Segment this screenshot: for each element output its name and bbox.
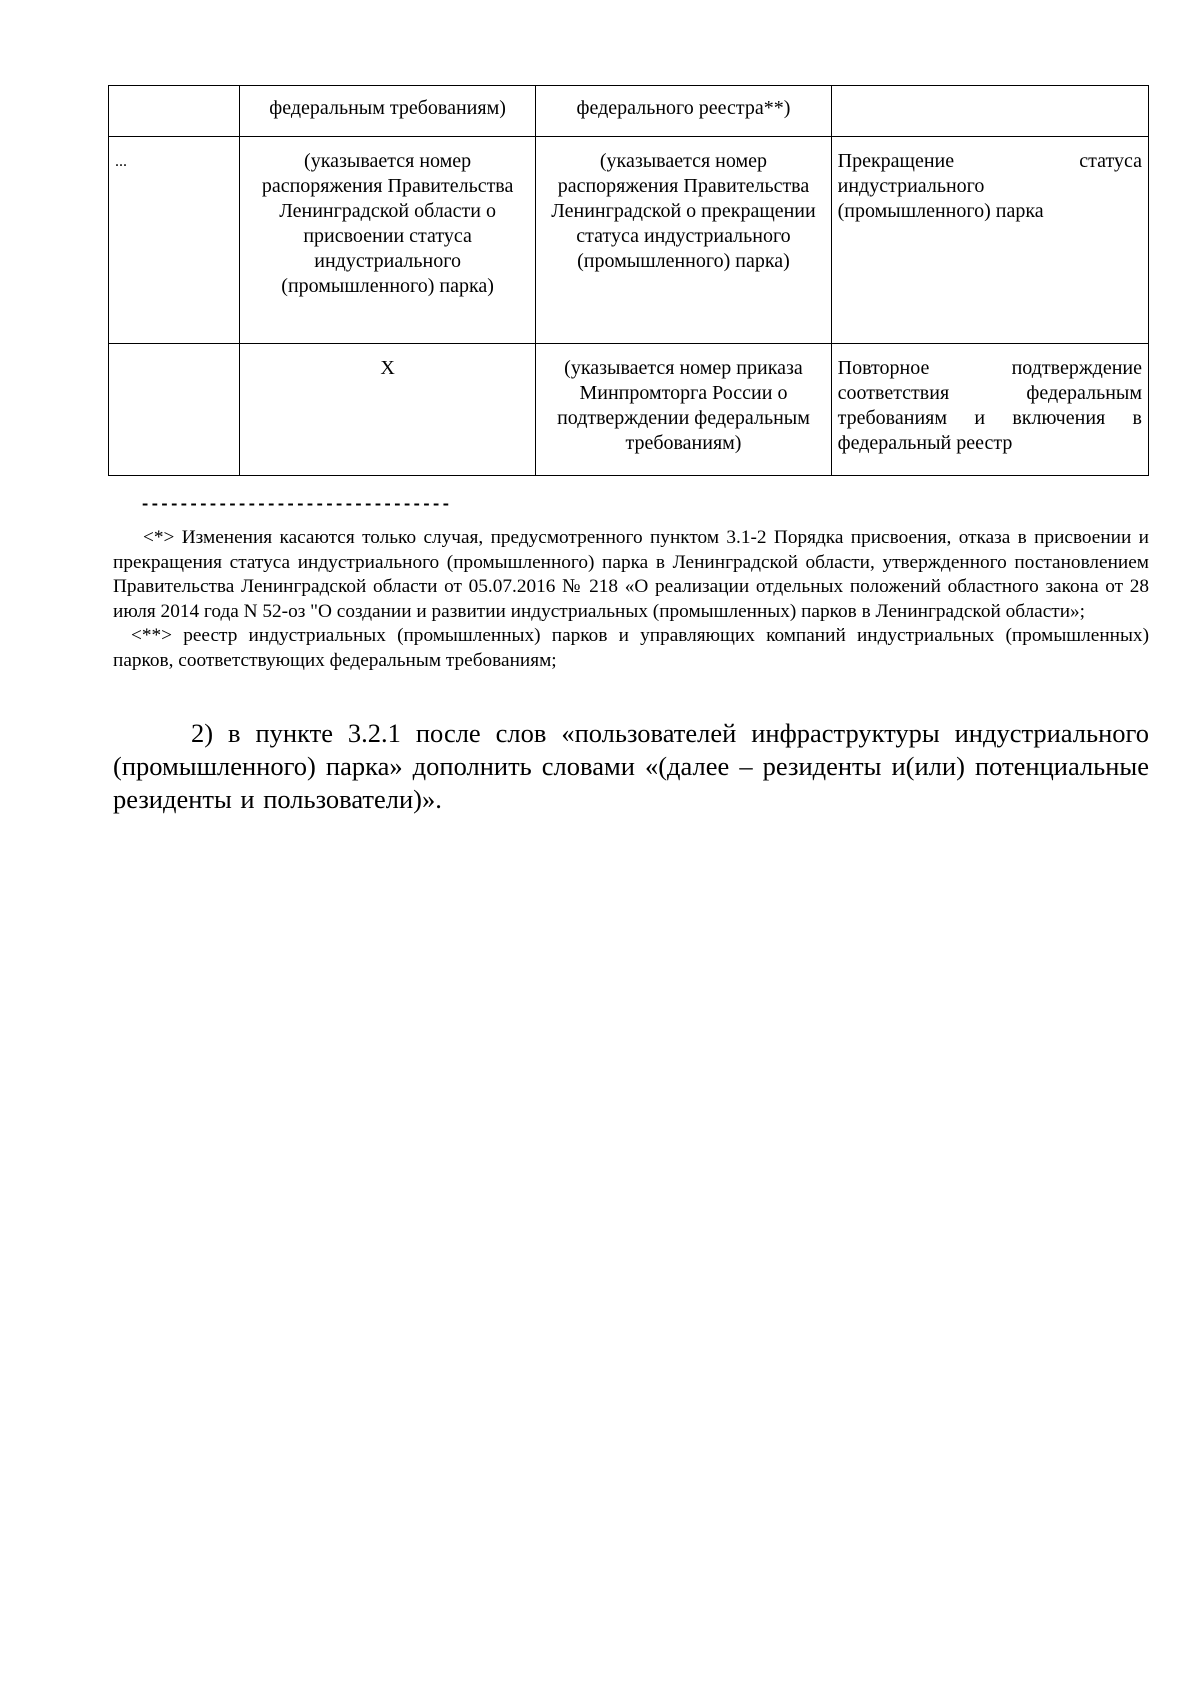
status-table	[108, 85, 1149, 476]
table-cell	[109, 344, 240, 476]
table-cell: Повторное подтверждение соответствия федеральным требованиям и включения в федеральный реестр	[831, 344, 1148, 476]
footnote-1: <*> Изменения касаются только случая, предусмотренного пунктом 3.1-2 Порядка присвоения, отказа в присвоении и прекращения статуса индустриального (промышленного) парка в Ленинградской области, утвержденного постановлением Правительства Ленинградской области от 05.07.2016 № 218 «О реализации отдельных положений областного закона от 28 июля 2014 года N 52-оз "О создании и развитии индустриальных (промышленных) парков в Ленинградской области»;	[113, 527, 1149, 622]
table-cell	[109, 86, 240, 137]
table-cell: федерального реестра**)	[536, 86, 831, 137]
table-cell: ...	[109, 137, 240, 344]
footnotes	[113, 526, 1149, 673]
amendment-paragraph: 2) в пункте 3.2.1 после слов «пользователей инфраструктуры индустриального (промышленного) парка» дополнить словами «(далее – резиденты и(или) потенциальные резиденты и пользователи)».	[113, 718, 1149, 814]
table-cell	[831, 86, 1148, 137]
table-cell: Х	[239, 344, 535, 476]
table-cell: (указывается номер распоряжения Правительства Ленинградской о прекращении статуса индустриального (промышленного) парка)	[536, 137, 831, 344]
table-cell: (указывается номер распоряжения Правительства Ленинградской области о присвоении статуса индустриального (промышленного) парка)	[239, 137, 535, 344]
table-cell: Прекращение статуса индустриального (промышленного) парка	[831, 137, 1148, 344]
table-row	[109, 86, 1149, 137]
footnote-separator: --------------------------------	[140, 496, 451, 515]
table-cell: (указывается номер приказа Минпромторга России о подтверждении федеральным требованиям)	[536, 344, 831, 476]
table-row	[109, 344, 1149, 476]
table-row	[109, 137, 1149, 344]
footnote-2: <**> реестр индустриальных (промышленных) парков и управляющих компаний индустриальных (промышленных) парков, соответствующих федеральным требованиям;	[113, 625, 1149, 671]
table-cell: федеральным требованиям)	[239, 86, 535, 137]
